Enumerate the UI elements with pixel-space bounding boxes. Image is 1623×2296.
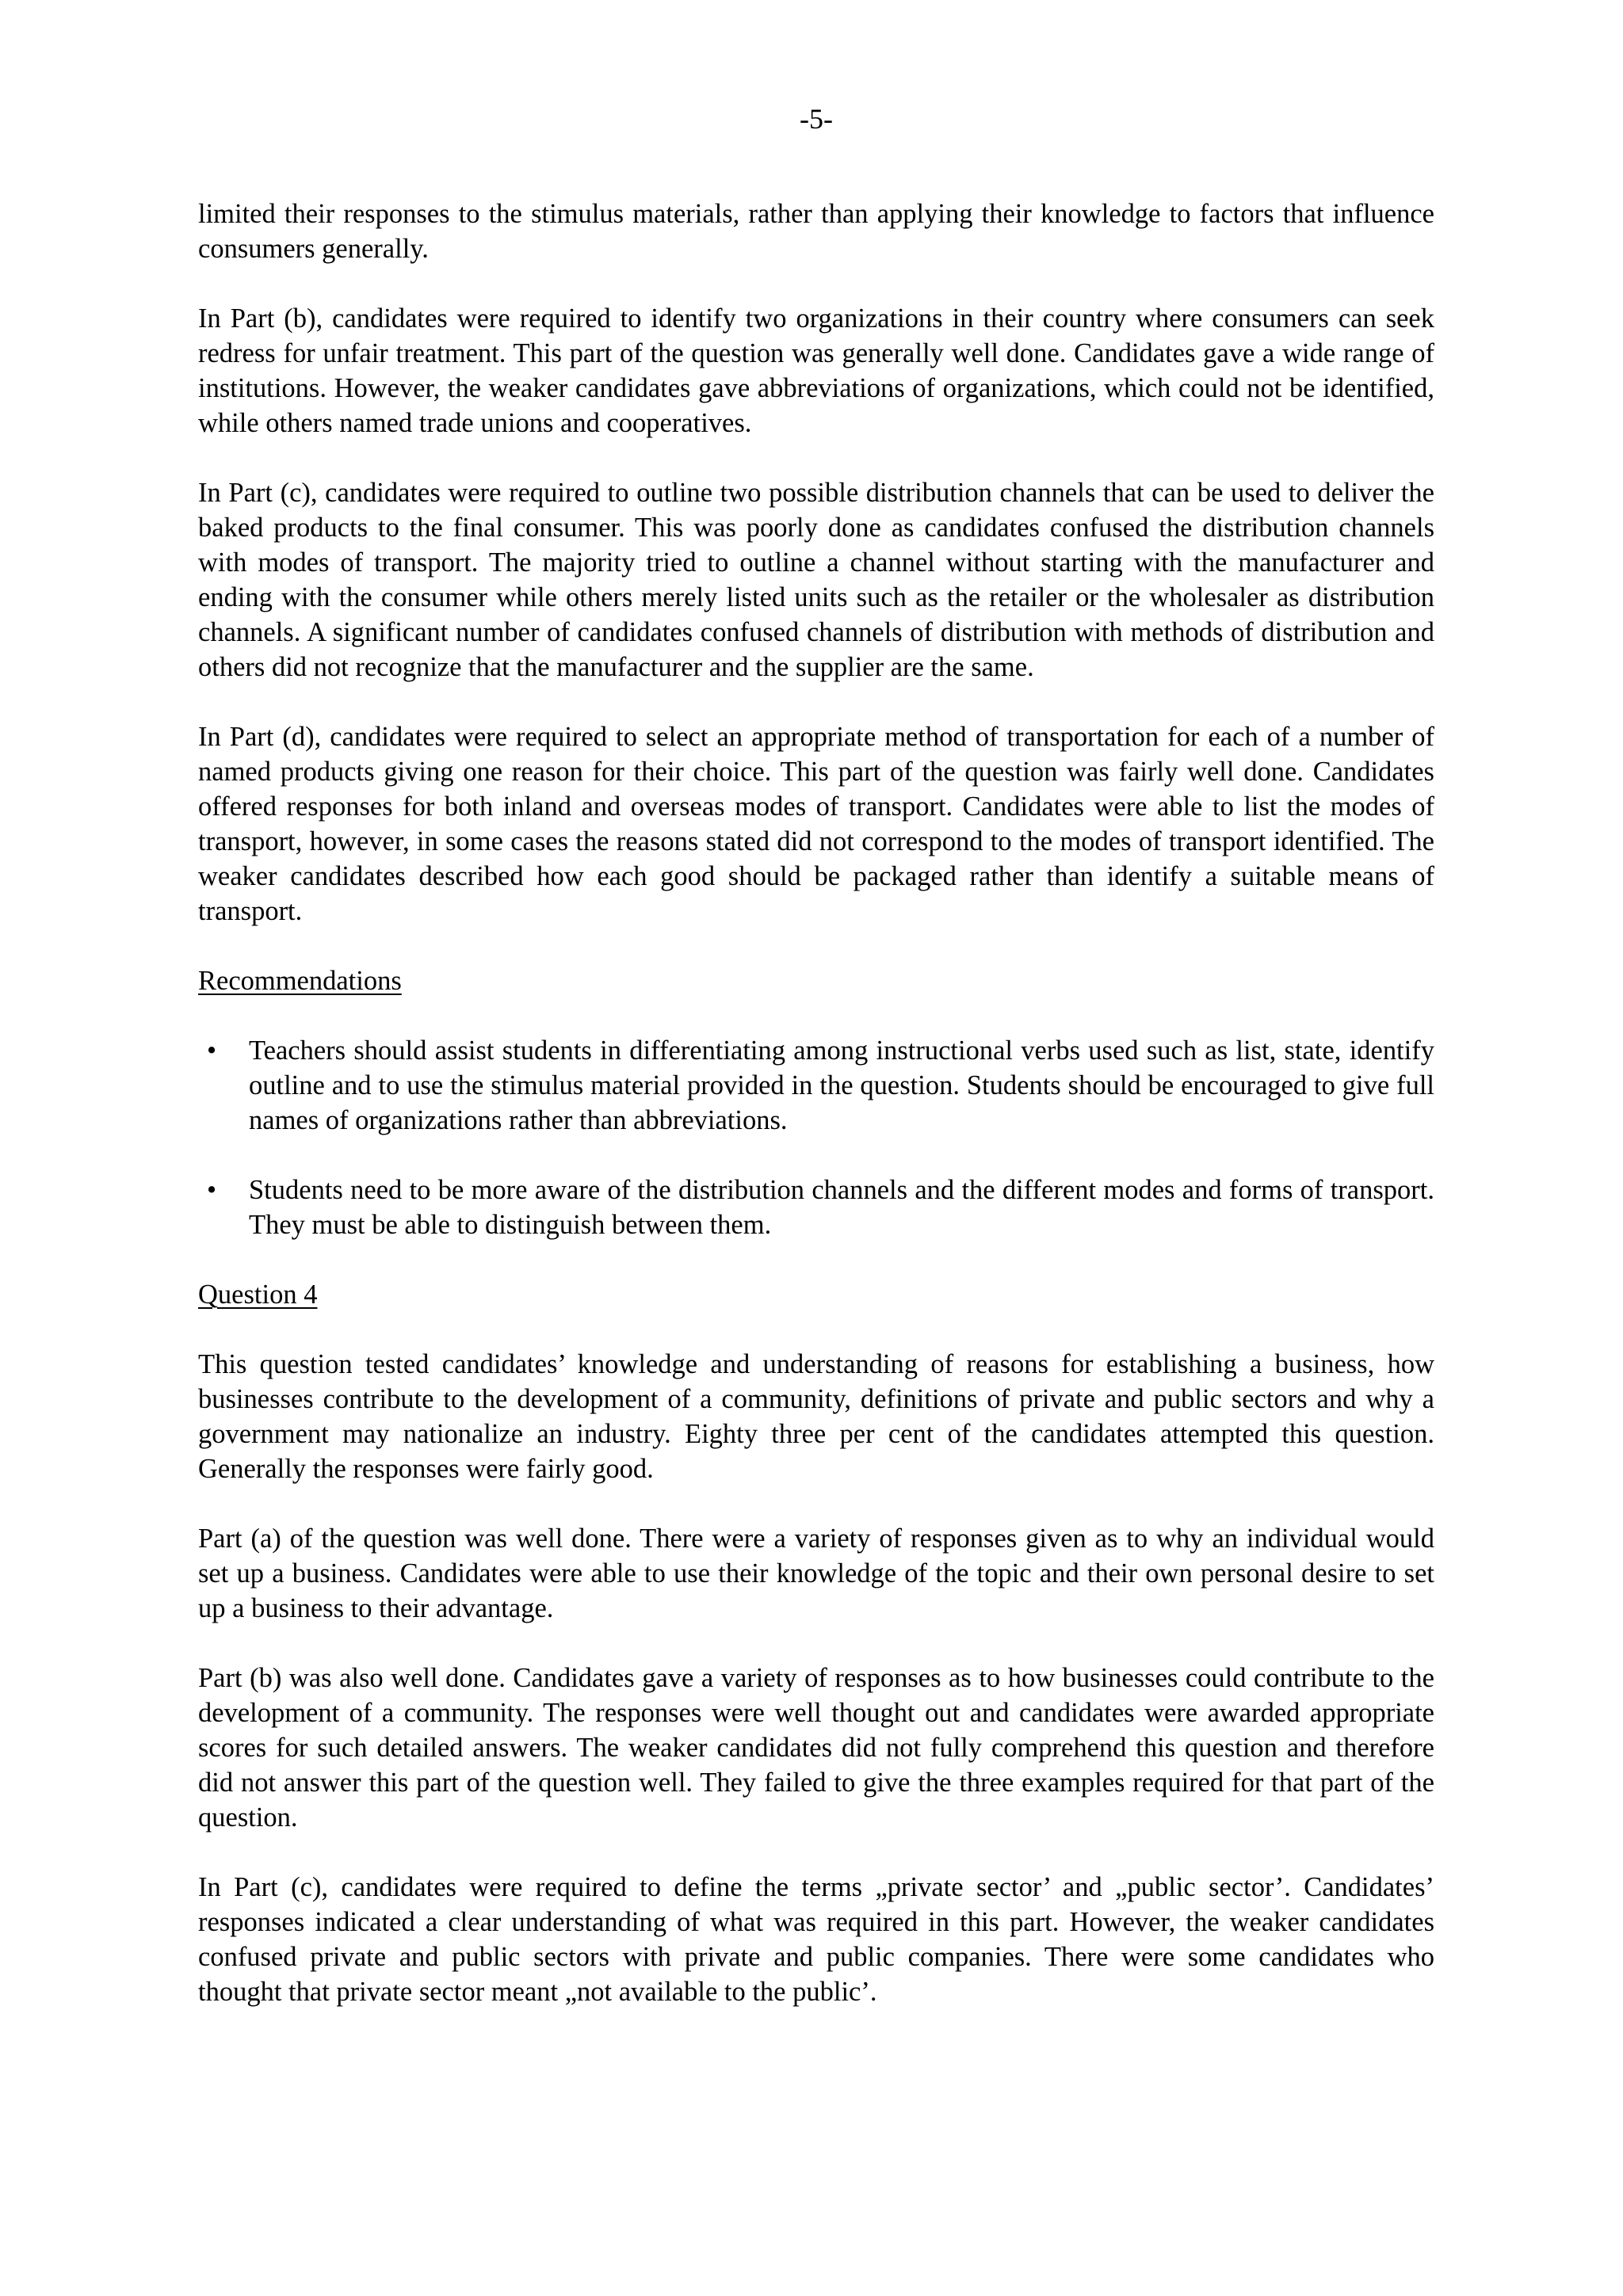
paragraph-part-d: In Part (d), candidates were required to select an appropriate method of transportation for each of a number of named products giving one reason for their choice. This part of the question was fairly well done. Candidates offered responses for both inland and overseas modes of transport. Candidates were able to list the modes of transport, however, in some cases the reasons stated did not correspond to the modes of transport identified. The weaker candidates described how each good should be packaged rather than identify a suitable means of transport. — [198, 722, 1434, 926]
paragraph-q4-part-c: In Part (c), candidates were required to define the terms „private sector’ and „public sector’. Candidates’ responses indicated a clear understanding of what was required in this part. However, the weaker candidates confused private and public sectors with private and public companies. There were some candidates who thought that private sector meant „not available to the public’. — [198, 1872, 1434, 2007]
bullet-icon: • — [206, 1035, 217, 1066]
paragraph-intro: limited their responses to the stimulus materials, rather than applying their knowledge to factors that influence consumers generally. — [198, 199, 1434, 264]
page-number: -5- — [800, 103, 833, 135]
paragraph-part-c: In Part (c), candidates were required to outline two possible distribution channels that can be used to deliver the baked products to the final consumer. This was poorly done as candidates confused the distribution channels with modes of transport. The majority tried to outline a channel without starting with the manufacturer and ending with the consumer while others merely listed units such as the retailer or the wholesaler as distribution channels. A significant number of candidates confused channels of distribution with methods of distribution and others did not recognize that the manufacturer and the supplier are the same. — [198, 478, 1434, 682]
paragraph-q4-part-b: Part (b) was also well done. Candidates gave a variety of responses as to how businesses could contribute to the development of a community. The responses were well thought out and candidates were awarded appropriate scores for such detailed answers. The weaker candidates did not fully comprehend this question and therefore did not answer this part of the question well. They failed to give the three examples required for that part of the question. — [198, 1663, 1434, 1833]
paragraph-q4-intro: This question tested candidates’ knowledge and understanding of reasons for establishing a business, how businesses contribute to the development of a community, definitions of private and public sectors and why a government may nationalize an industry. Eighty three per cent of the candidates attempted this question. Generally the responses were fairly good. — [198, 1349, 1434, 1484]
recommendations-list — [198, 1033, 1434, 1242]
heading-question-4: Question 4 — [198, 1280, 318, 1310]
bullet-icon: • — [206, 1175, 217, 1205]
list-item — [198, 1033, 1434, 1138]
list-item-text: Teachers should assist students in differentiating among instructional verbs used such as list, state, identify outline and to use the stimulus material provided in the question. Students should be encouraged to give full names of organizations rather than abbreviations. — [249, 1035, 1434, 1135]
heading-recommendations: Recommendations — [198, 966, 402, 996]
list-item — [198, 1173, 1434, 1242]
paragraph-part-b: In Part (b), candidates were required to identify two organizations in their country where consumers can seek redress for unfair treatment. This part of the question was generally well done. Candidates gave a wide range of institutions. However, the weaker candidates gave abbreviations of organizations, which could not be identified, while others named trade unions and cooperatives. — [198, 303, 1434, 438]
list-item-text: Students need to be more aware of the distribution channels and the different modes and forms of transport. They must be able to distinguish between them. — [249, 1175, 1434, 1240]
paragraph-q4-part-a: Part (a) of the question was well done. There were a variety of responses given as to why an individual would set up a business. Candidates were able to use their knowledge of the topic and their own personal desire to set up a business to their advantage. — [198, 1524, 1434, 1623]
document-body — [198, 196, 1434, 2044]
